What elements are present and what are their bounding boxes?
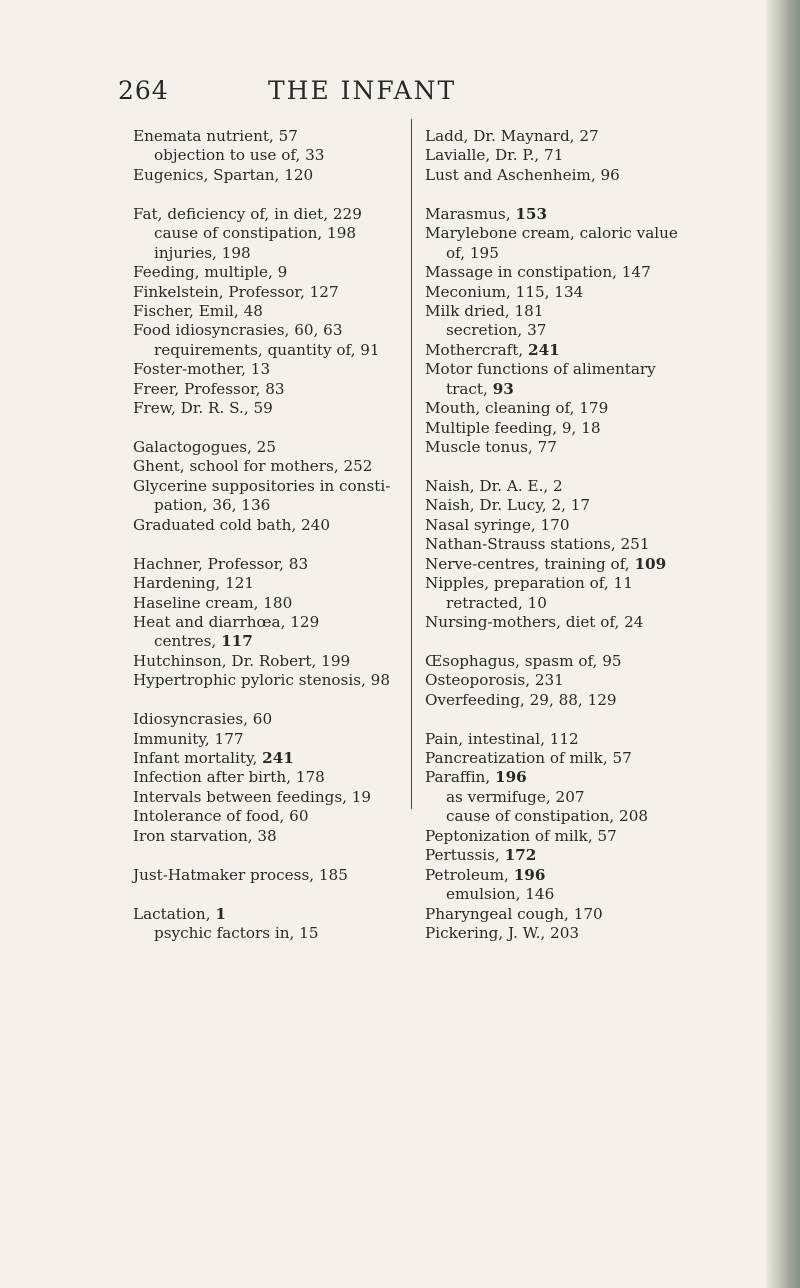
entry-text: cause of constipation, 198 bbox=[154, 224, 357, 243]
entry-text: Foster-mother, 13 bbox=[133, 360, 271, 379]
entry-text: Food idiosyncrasies, 60, 63 bbox=[133, 321, 343, 340]
letter-group-gap bbox=[425, 632, 770, 651]
entry-text: Hypertrophic pyloric stenosis, 98 bbox=[133, 671, 390, 690]
index-entry bbox=[133, 788, 433, 807]
entry-text: Lactation, bbox=[133, 904, 216, 923]
index-entry bbox=[133, 905, 433, 924]
index-entry bbox=[133, 671, 433, 690]
page-header bbox=[118, 76, 538, 116]
entry-text: Fischer, Emil, 48 bbox=[133, 301, 263, 320]
entry-text: Hardening, 121 bbox=[133, 574, 255, 593]
entry-text: Osteoporosis, 231 bbox=[425, 671, 564, 690]
entry-text: Feeding, multiple, 9 bbox=[133, 263, 288, 282]
entry-text: Finkelstein, Professor, 127 bbox=[133, 282, 339, 301]
entry-text: Haseline cream, 180 bbox=[133, 593, 293, 612]
index-entry bbox=[425, 360, 770, 379]
entry-text: Pain, intestinal, 112 bbox=[425, 729, 579, 748]
index-entry bbox=[425, 574, 770, 593]
entry-text: Œsophagus, spasm of, 95 bbox=[425, 651, 622, 670]
index-entry bbox=[425, 399, 770, 418]
entry-bold-page: 1 bbox=[215, 904, 226, 923]
entry-text: Mothercraft, bbox=[425, 340, 529, 359]
index-entry bbox=[425, 749, 770, 768]
entry-text: Multiple feeding, 9, 18 bbox=[425, 418, 601, 437]
entry-text: secretion, 37 bbox=[446, 321, 547, 340]
index-entry bbox=[425, 127, 770, 146]
entry-text: Ghent, school for mothers, 252 bbox=[133, 457, 373, 476]
entry-bold-page: 241 bbox=[528, 340, 560, 359]
entry-text: retracted, 10 bbox=[446, 593, 547, 612]
index-subentry bbox=[425, 885, 770, 904]
entry-text: Meconium, 115, 134 bbox=[425, 282, 584, 301]
index-entry bbox=[425, 613, 770, 632]
entry-bold-page: 172 bbox=[504, 846, 537, 865]
entry-text: Frew, Dr. R. S., 59 bbox=[133, 399, 273, 418]
entry-text: Nerve-centres, training of, bbox=[425, 554, 635, 573]
index-subentry bbox=[133, 924, 433, 943]
index-subentry bbox=[133, 244, 433, 263]
index-entry bbox=[425, 827, 770, 846]
entry-text: Naish, Dr. A. E., 2 bbox=[425, 476, 563, 495]
index-entry bbox=[425, 671, 770, 690]
index-entry bbox=[133, 166, 433, 185]
entry-text: emulsion, 146 bbox=[446, 885, 555, 904]
page-edge bbox=[766, 0, 800, 1288]
letter-group-gap bbox=[133, 846, 433, 865]
entry-text: Lust and Aschenheim, 96 bbox=[425, 165, 620, 184]
index-entry bbox=[133, 866, 433, 885]
letter-group-gap bbox=[425, 457, 770, 476]
entry-bold-page: 196 bbox=[513, 865, 546, 884]
letter-group-gap bbox=[133, 185, 433, 204]
index-entry bbox=[425, 205, 770, 224]
entry-bold-page: 93 bbox=[492, 379, 514, 398]
index-entry bbox=[425, 535, 770, 554]
index-column-left bbox=[133, 127, 433, 943]
entry-bold-page: 196 bbox=[495, 768, 527, 787]
entry-text: Naish, Dr. Lucy, 2, 17 bbox=[425, 496, 591, 515]
entry-text: Motor functions of alimentary bbox=[425, 360, 656, 379]
entry-text: Marasmus, bbox=[425, 204, 516, 223]
index-entry bbox=[425, 516, 770, 535]
entry-text: Eugenics, Spartan, 120 bbox=[133, 165, 314, 184]
entry-text: Ladd, Dr. Maynard, 27 bbox=[425, 127, 599, 145]
entry-text: Nathan-Strauss stations, 251 bbox=[425, 535, 650, 554]
letter-group-gap bbox=[133, 691, 433, 710]
entry-text: Enemata nutrient, 57 bbox=[133, 127, 298, 145]
entry-text: Freer, Professor, 83 bbox=[133, 379, 285, 398]
index-subentry bbox=[133, 632, 433, 651]
index-subentry bbox=[133, 341, 433, 360]
index-entry bbox=[133, 321, 433, 340]
entry-bold-page: 153 bbox=[515, 204, 548, 223]
entry-text: Immunity, 177 bbox=[133, 729, 244, 748]
index-entry bbox=[425, 166, 770, 185]
index-entry bbox=[133, 380, 433, 399]
running-head: THE INFANT bbox=[268, 76, 457, 105]
entry-text: Milk dried, 181 bbox=[425, 301, 544, 320]
entry-bold-page: 241 bbox=[262, 749, 294, 767]
index-subentry bbox=[133, 146, 433, 165]
index-subentry bbox=[133, 224, 433, 243]
index-subentry bbox=[425, 807, 770, 826]
letter-group-gap bbox=[425, 710, 770, 729]
entry-text: Marylebone cream, caloric value bbox=[425, 224, 678, 243]
index-entry bbox=[425, 477, 770, 496]
entry-text: Iron starvation, 38 bbox=[133, 826, 277, 845]
entry-text: Nursing-mothers, diet of, 24 bbox=[425, 612, 644, 631]
index-entry bbox=[425, 341, 770, 360]
index-entry bbox=[425, 846, 770, 865]
entry-text: Hachner, Professor, 83 bbox=[133, 554, 309, 573]
index-subentry bbox=[425, 244, 770, 263]
index-entry bbox=[133, 574, 433, 593]
entry-text: Peptonization of milk, 57 bbox=[425, 826, 617, 845]
entry-text: Lavialle, Dr. P., 71 bbox=[425, 146, 564, 165]
entry-text: Heat and diarrhœa, 129 bbox=[133, 612, 320, 631]
index-subentry bbox=[425, 594, 770, 613]
entry-text: tract, bbox=[446, 379, 493, 398]
index-entry bbox=[425, 730, 770, 749]
index-entry bbox=[133, 438, 433, 457]
index-entry bbox=[425, 302, 770, 321]
entry-text: Just-Hatmaker process, 185 bbox=[133, 865, 348, 884]
entry-text: Petroleum, bbox=[425, 865, 514, 884]
index-entry bbox=[133, 477, 433, 496]
index-entry bbox=[133, 360, 433, 379]
index-entry bbox=[133, 302, 433, 321]
entry-text: pation, 36, 136 bbox=[154, 496, 271, 515]
index-entry bbox=[133, 457, 433, 476]
entry-text: Infant mortality, bbox=[133, 749, 263, 767]
index-subentry bbox=[133, 496, 433, 515]
column-divider bbox=[411, 119, 412, 809]
index-entry bbox=[425, 496, 770, 515]
index-entry bbox=[425, 905, 770, 924]
entry-text: Idiosyncrasies, 60 bbox=[133, 710, 273, 729]
index-entry bbox=[425, 768, 770, 787]
entry-text: Muscle tonus, 77 bbox=[425, 438, 557, 456]
index-entry bbox=[133, 613, 433, 632]
index-entry bbox=[133, 652, 433, 671]
entry-text: Fat, deficiency of, in diet, 229 bbox=[133, 204, 362, 223]
index-entry bbox=[133, 127, 433, 146]
entry-text: as vermifuge, 207 bbox=[446, 787, 585, 806]
entry-text: Pertussis, bbox=[425, 846, 505, 865]
entry-text: injuries, 198 bbox=[154, 243, 251, 262]
index-entry bbox=[133, 594, 433, 613]
index-entry bbox=[133, 710, 433, 729]
index-entry bbox=[133, 749, 433, 768]
index-subentry bbox=[425, 380, 770, 399]
index-entry bbox=[425, 438, 770, 457]
entry-text: psychic factors in, 15 bbox=[154, 923, 319, 942]
entry-text: Nipples, preparation of, 11 bbox=[425, 574, 633, 593]
index-subentry bbox=[425, 788, 770, 807]
index-entry bbox=[425, 283, 770, 302]
index-entry bbox=[425, 652, 770, 671]
index-entry bbox=[425, 224, 770, 243]
index-column-right bbox=[425, 127, 770, 943]
entry-text: objection to use of, 33 bbox=[154, 146, 325, 165]
entry-text: Galactogogues, 25 bbox=[133, 438, 276, 456]
entry-text: Massage in constipation, 147 bbox=[425, 263, 651, 282]
letter-group-gap bbox=[133, 535, 433, 554]
entry-bold-page: 109 bbox=[634, 554, 667, 573]
entry-text: Paraffin, bbox=[425, 768, 495, 787]
entry-text: Mouth, cleaning of, 179 bbox=[425, 399, 609, 418]
entry-text: Intolerance of food, 60 bbox=[133, 807, 309, 826]
index-entry bbox=[133, 768, 433, 787]
index-entry bbox=[133, 283, 433, 302]
index-entry bbox=[133, 807, 433, 826]
index-entry bbox=[425, 146, 770, 165]
entry-text: Intervals between feedings, 19 bbox=[133, 787, 372, 806]
index-entry bbox=[425, 924, 770, 943]
letter-group-gap bbox=[133, 419, 433, 438]
entry-text: Glycerine suppositories in consti- bbox=[133, 476, 391, 495]
index-subentry bbox=[425, 321, 770, 340]
letter-group-gap bbox=[425, 185, 770, 204]
index-entry bbox=[425, 419, 770, 438]
index-entry bbox=[133, 263, 433, 282]
index-entry bbox=[425, 691, 770, 710]
entry-text: Hutchinson, Dr. Robert, 199 bbox=[133, 651, 351, 670]
index-entry bbox=[133, 827, 433, 846]
index-entry bbox=[425, 866, 770, 885]
letter-group-gap bbox=[133, 885, 433, 904]
page-number: 264 bbox=[118, 76, 169, 105]
entry-text: Overfeeding, 29, 88, 129 bbox=[425, 690, 617, 709]
entry-text: requirements, quantity of, 91 bbox=[154, 340, 380, 359]
index-entry bbox=[133, 555, 433, 574]
index-entry bbox=[133, 516, 433, 535]
entry-text: Pancreatization of milk, 57 bbox=[425, 749, 632, 767]
entry-bold-page: 117 bbox=[221, 632, 253, 651]
entry-text: Pharyngeal cough, 170 bbox=[425, 904, 603, 923]
index-entry bbox=[133, 399, 433, 418]
entry-text: Graduated cold bath, 240 bbox=[133, 515, 331, 534]
index-entry bbox=[425, 263, 770, 282]
index-entry bbox=[133, 205, 433, 224]
entry-text: Infection after birth, 178 bbox=[133, 768, 325, 787]
entry-text: of, 195 bbox=[446, 243, 499, 262]
index-entry bbox=[425, 555, 770, 574]
entry-text: centres, bbox=[154, 632, 222, 651]
entry-text: cause of constipation, 208 bbox=[446, 807, 649, 826]
entry-text: Nasal syringe, 170 bbox=[425, 515, 570, 534]
index-entry bbox=[133, 730, 433, 749]
entry-text: Pickering, J. W., 203 bbox=[425, 923, 580, 942]
